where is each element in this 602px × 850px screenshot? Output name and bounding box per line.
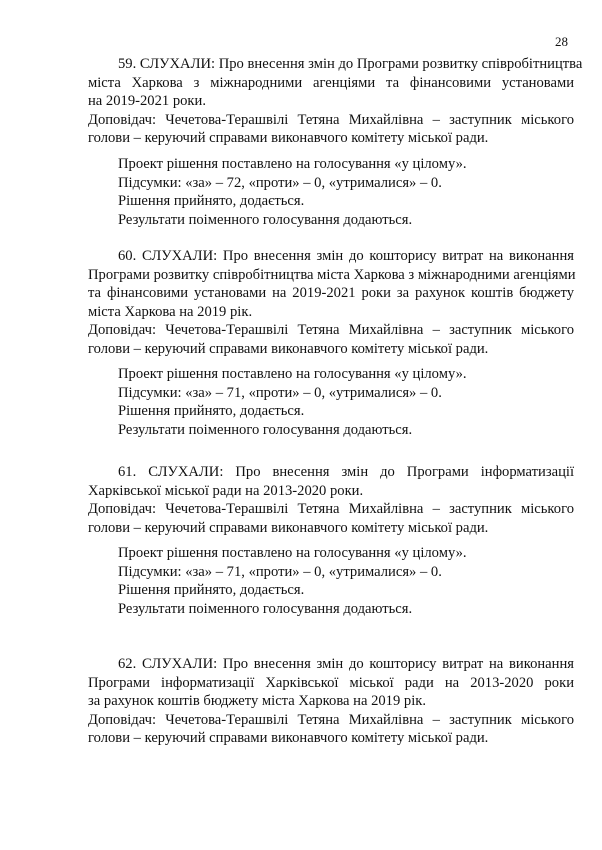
heading-line: 60. СЛУХАЛИ: Про внесення змін до кошторису витрат на виконання: [118, 248, 574, 264]
result-line: Результати поіменного голосування додаються.: [118, 421, 413, 438]
result-line: Рішення прийнято, додається.: [118, 403, 305, 419]
heading-line: міста Харкова на 2019 рік.: [88, 303, 253, 320]
result-line: Підсумки: «за» – 71, «проти» – 0, «утрималися» – 0.: [118, 563, 442, 580]
item-59: [88, 55, 583, 148]
heading-line: Програми розвитку співробітництва міста Харкова з міжнародними агенціями: [88, 266, 576, 283]
item-62: [88, 655, 574, 748]
reporter-line: голови – керуючий справами виконавчого комітету міської ради.: [88, 519, 489, 536]
result-line: Проект рішення поставлено на голосування «у цілому».: [118, 545, 467, 561]
result-line: Проект рішення поставлено на голосування «у цілому».: [118, 366, 467, 382]
result-line: Проект рішення поставлено на голосування «у цілому».: [118, 156, 467, 172]
result-line: Підсумки: «за» – 71, «проти» – 0, «утрималися» – 0.: [118, 384, 442, 401]
heading-line: на 2019-2021 роки.: [88, 93, 206, 109]
heading-line: та фінансовими установами на 2019-2021 роки за рахунок коштів бюджету: [88, 285, 574, 301]
result-line: Результати поіменного голосування додаються.: [118, 600, 413, 617]
item-61: [88, 463, 574, 537]
item-heading: [88, 655, 574, 711]
reporter-line: Доповідач: Чечетова-Терашвілі Тетяна Михайлівна – заступник міського: [88, 711, 574, 728]
item-59-result: [118, 155, 467, 229]
heading-line: за рахунок коштів бюджету міста Харкова на 2019 рік.: [88, 693, 427, 709]
item-reporter: [88, 711, 574, 748]
heading-line: Програми інформатизації Харківської міської ради на 2013-2020 роки: [88, 674, 574, 691]
item-reporter: [88, 111, 574, 148]
item-60: [88, 247, 574, 358]
item-heading: [88, 463, 574, 500]
result-line: Підсумки: «за» – 72, «проти» – 0, «утрималися» – 0.: [118, 174, 442, 191]
result-line: Рішення прийнято, додається.: [118, 193, 305, 209]
heading-line: Харківської міської ради на 2013-2020 роки.: [88, 482, 364, 499]
item-heading: [88, 55, 583, 111]
reporter-line: Доповідач: Чечетова-Терашвілі Тетяна Михайлівна – заступник міського: [88, 501, 574, 517]
item-61-result: [118, 544, 467, 618]
heading-line: 59. СЛУХАЛИ: Про внесення змін до Програми розвитку співробітництва: [118, 56, 583, 72]
item-60-result: [118, 365, 467, 439]
reporter-line: голови – керуючий справами виконавчого комітету міської ради.: [88, 130, 489, 146]
reporter-line: голови – керуючий справами виконавчого комітету міської ради.: [88, 730, 489, 746]
result-line: Рішення прийнято, додається.: [118, 582, 305, 598]
heading-line: 61. СЛУХАЛИ: Про внесення змін до Програми інформатизації: [118, 464, 574, 480]
page-number: 28: [555, 34, 568, 49]
reporter-line: Доповідач: Чечетова-Терашвілі Тетяна Михайлівна – заступник міського: [88, 111, 574, 128]
heading-line: міста Харкова з міжнародними агенціями та фінансовими установами: [88, 74, 574, 91]
item-reporter: [88, 500, 574, 537]
reporter-line: Доповідач: Чечетова-Терашвілі Тетяна Михайлівна – заступник міського: [88, 322, 574, 338]
item-heading: [88, 247, 574, 321]
reporter-line: голови – керуючий справами виконавчого комітету міської ради.: [88, 340, 489, 357]
heading-line: 62. СЛУХАЛИ: Про внесення змін до кошторису витрат на виконання: [118, 656, 574, 672]
item-reporter: [88, 321, 574, 358]
result-line: Результати поіменного голосування додаються.: [118, 211, 413, 228]
